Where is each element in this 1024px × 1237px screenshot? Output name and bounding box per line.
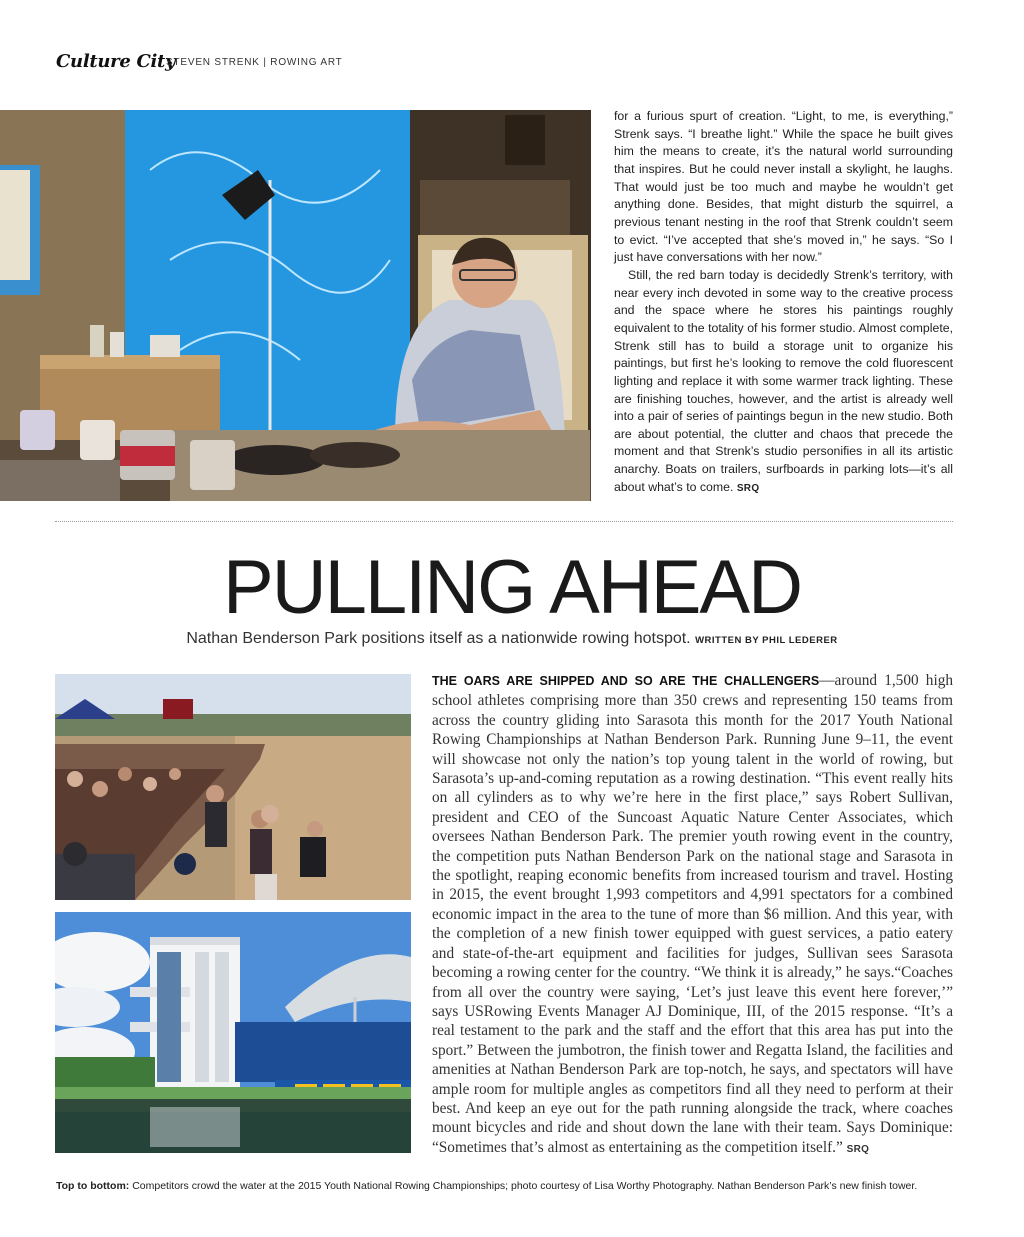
studio-paragraph-2-text: Still, the red barn today is decidedly Strenk’s territory, with near every inch devoted in some way to the creative process and the space where he stores his paintings roughly equivalent to the totality of his former studio. Almost complete, Strenk still has to build a storage unit to organize his paintings, but first he’s looking to remove the cold fluorescent lighting and replace it with some warmer track lighting. These are finishing touches, however, and the artist is already well into a pair of series of paintings begun in the new studio. Both are about potential, the clutter and chaos that precede the moment and that Strenk’s studio personifies in all its artistic anarchy. Boats on trailers, surfboards in parking lots—it’s all about what’s to come. xyxy=(614,267,953,494)
caption-label: Top to bottom: xyxy=(56,1180,130,1192)
srq-signoff: SRQ xyxy=(846,1143,870,1155)
byline: WRITTEN BY PHIL LEDERER xyxy=(695,635,838,646)
crowd-photo xyxy=(55,674,411,900)
section-title: Culture City xyxy=(56,51,176,72)
photo-caption xyxy=(56,1180,976,1192)
studio-paragraph-2 xyxy=(614,267,953,498)
srq-signoff: SRQ xyxy=(736,482,760,494)
studio-photo xyxy=(0,110,591,501)
section-divider xyxy=(55,521,953,522)
feature-body: —around 1,500 high school athletes comprising more than 350 crews and representing 150 teams from across the country gliding into Sarasota this month for the 2017 Youth National Rowing Championships at Nathan Benderson Park. Running June 9–11, the event will showcase not only the nation’s top young talent in the world of rowing, but Sarasota’s up-and-coming reputation as a rowing destination. “This event really hits on all cylinders as to why we’re here in the first place,” says Robert Sullivan, president and CEO of the Suncoast Aquatic Nature Center Associates, which oversees Nathan Benderson Park. The premier youth rowing event in the country, the competition puts Nathan Benderson Park on the national stage and Sarasota in the spotlight, reaping economic benefits from increased tourism and travel. Hosting in 2015, the event brought 1,993 competitors and 4,991 spectators for a combined economic impact in the area to the tune of more than $6 million. And this year, with the completion of a new finish tower equipped with guest services, a patio eatery and state-of-the-art equipment and facilities for judges, Sullivan sees Sarasota becoming a rowing center for the country. “We think it is already,” he says.“Coaches from all over the country were saying, ‘Let’s just leave this event here forever,’” says USRowing Events Manager AJ Dominique, III, of the 2015 response. “It’s a real testament to the park and the staff and the effort that this area has put into the sport.” Between the jumbotron, the finish tower and Regatta Island, the facilities and amenities at Nathan Benderson Park are top-notch, he says, and spectators will have ample room for multiple angles as competitors find all they need to perform at their best. And keep an eye out for the path running alongside the track, where coaches mount bicycles and ride and shout down the lane with their team. Says Dominique: “Sometimes that’s almost as entertaining as the competition itself.” xyxy=(432,672,953,1156)
feature-article xyxy=(432,671,953,1159)
finish-tower-photo xyxy=(55,912,411,1153)
section-tag: STEVEN STRENK | ROWING ART xyxy=(166,57,343,68)
headline: PULLING AHEAD xyxy=(223,545,801,630)
studio-paragraph-1: for a furious spurt of creation. “Light, to me, is everything,” Strenk says. “I breathe light.” While the space he built gives him the means to create, it’s the natural world surrounding that inspires. But he could never install a skylight, he laughs. That would just be too much and maybe he wouldn’t get anything done. Besides, that might disturb the squirrel, a previous tenant nesting in the roof that Strenk couldn’t seem to evict. “I’ve accepted that she’s moved in,” he says. “So I just have conversations with her now.” xyxy=(614,109,953,265)
deck-text: Nathan Benderson Park positions itself as a nationwide rowing hotspot. xyxy=(186,630,691,647)
lead-in: THE OARS ARE SHIPPED AND SO ARE THE CHALLENGERS xyxy=(432,674,820,688)
deck xyxy=(0,630,1024,648)
caption-text: Competitors crowd the water at the 2015 Youth National Rowing Championships; photo courtesy of Lisa Worthy Photography. Nathan Benderson Park’s new finish tower. xyxy=(132,1180,918,1192)
studio-article xyxy=(614,108,953,497)
